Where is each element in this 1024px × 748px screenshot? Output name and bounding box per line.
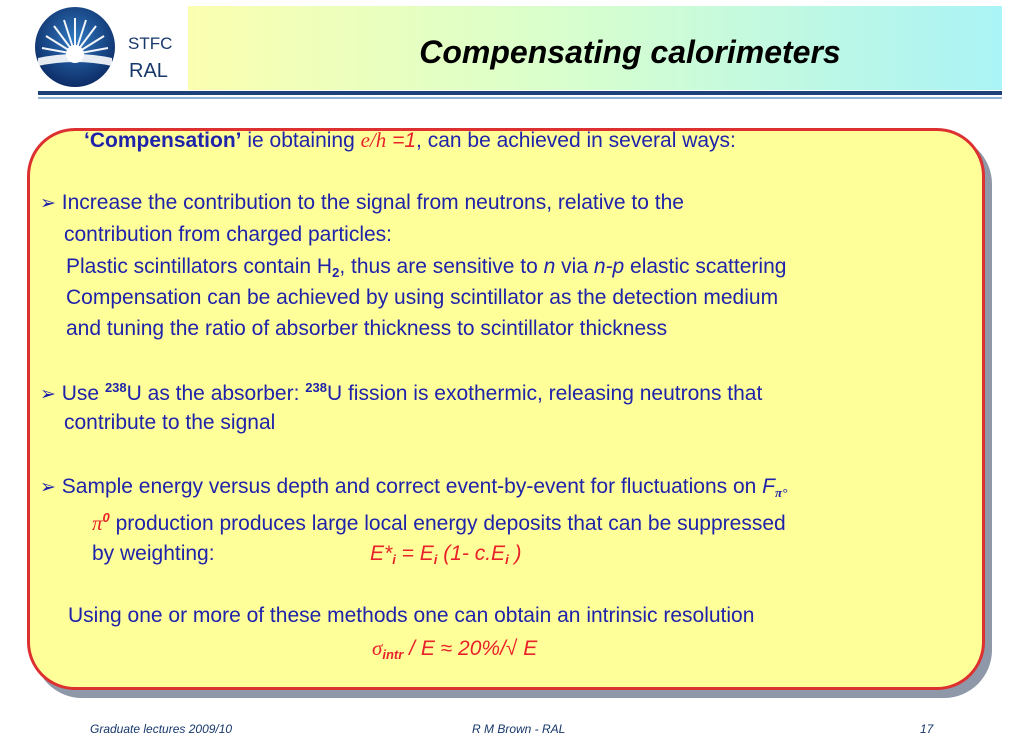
logo-stfc-text: STFC [128,34,173,53]
bullet-3-line-3: by weighting: [92,542,215,565]
slide-title: Compensating calorimeters [419,34,841,70]
page-number: 17 [920,722,934,736]
header-rule [38,91,1002,95]
sunburst-logo-icon [34,6,116,88]
arrow-bullet-icon: ➢ [40,477,56,498]
bullet-1-line-4: Compensation can be achieved by using scintillator as the detection medium [66,286,779,309]
intro-line: ‘Compensation’ ie obtaining e/h =1, can be achieved in several ways: [84,128,736,152]
header-rule-light [38,97,1002,99]
bullet-1-line-5: and tuning the ratio of absorber thickness to scintillator thickness [66,317,668,340]
footer-left: Graduate lectures 2009/10 [90,722,233,736]
bullet-3-line-2: $\pi^0$ production produces large local energy deposits that can be suppressed [92,510,786,535]
resolution-formula: $\sigma_{intr} / E \approx 20\%/√$ E [372,636,538,662]
bullet-1-line-3: Plastic scintillators contain $H_2$, thus are sensitive to n via n-p elastic scattering [66,255,787,280]
bullet-1-line-2: contribution from charged particles: [64,223,392,246]
weighting-formula: $E*_i = E_i$ (1- $c.E_i$ ) [370,542,522,567]
arrow-bullet-icon: ➢ [40,193,56,214]
logo-ral-text: RAL [129,60,168,82]
bullet-1-line-1: ➢ Increase the contribution to the signal from neutrons, relative to the [40,191,684,214]
closing-line: Using one or more of these methods one can obtain an intrinsic resolution [68,604,755,627]
title-band [188,6,1002,90]
stfc-logo [30,4,186,92]
bullet-2-line-2: contribute to the signal [64,411,276,434]
bullet-3-line-1: ➢ Sample energy versus depth and correct event-by-event for fluctuations on $F_{\pi^\circ}$ [40,475,788,500]
bullet-2-line-1: ➢ Use $^{238}$U as the absorber: $^{238}$U fission is exothermic, releasing neutrons that [40,380,763,405]
arrow-bullet-icon: ➢ [40,384,56,405]
footer-center: R M Brown - RAL [472,722,566,736]
